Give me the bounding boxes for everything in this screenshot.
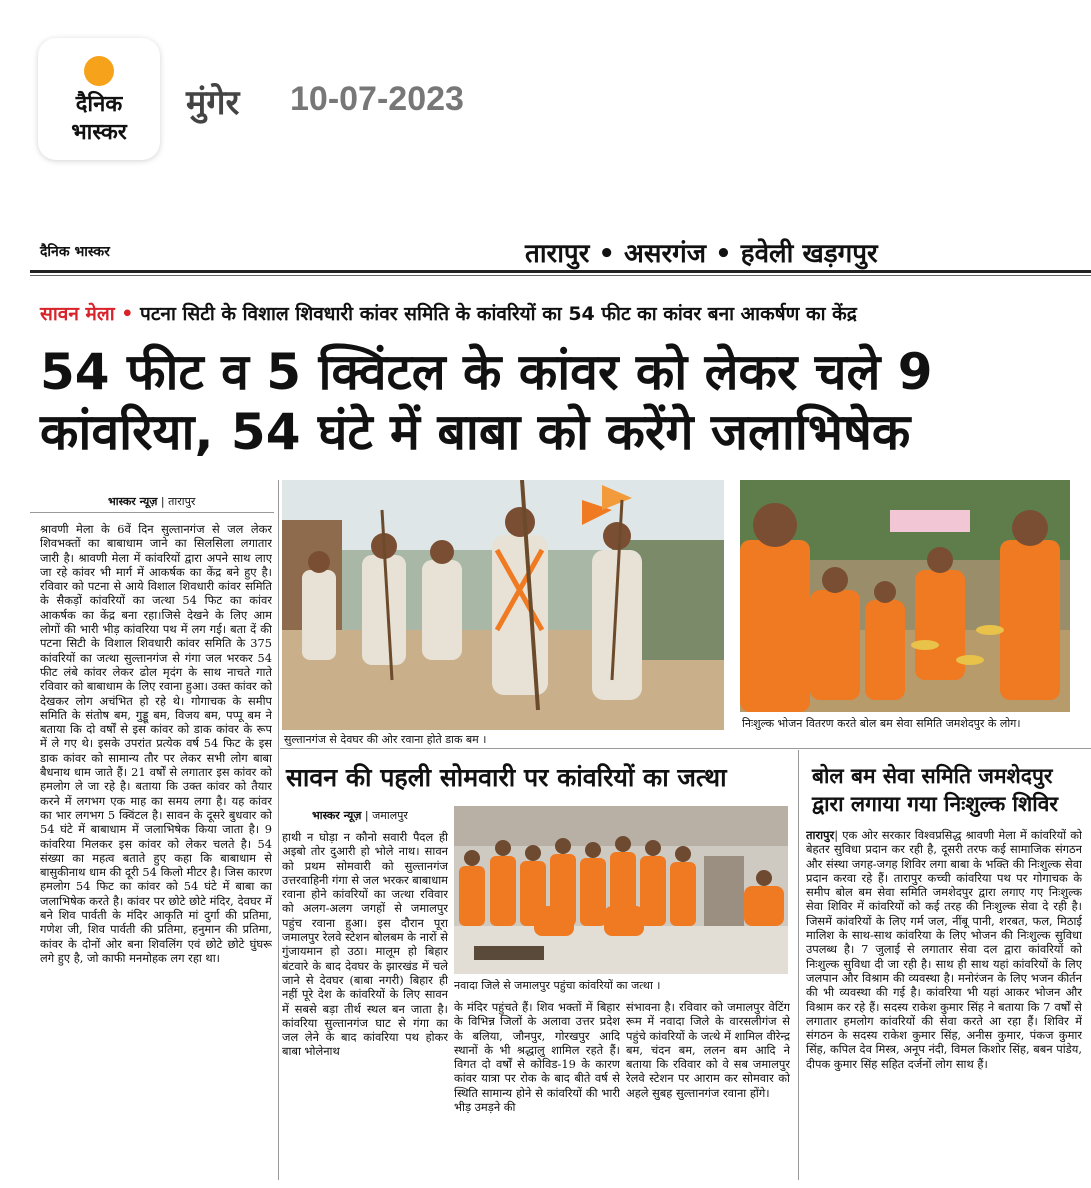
byline-source: भास्कर न्यूज़ <box>108 495 158 508</box>
divider <box>30 270 1091 273</box>
story2-byline: भास्कर न्यूज़ | जमालपुर <box>312 809 408 822</box>
story2-byline-source: भास्कर न्यूज़ <box>312 809 362 822</box>
masthead-left: दैनिक भास्कर <box>40 244 110 260</box>
divider <box>278 480 279 1180</box>
dak-bam-photo <box>282 480 724 730</box>
logo-line1: दैनिक <box>75 92 123 117</box>
story2-col1: हाथी न घोड़ा न कौनो सवारी पैदल ही अइबो तोर दुआरी हो भोले नाथ। सावन को प्रथम सोमवारी को सुल्तानगंज उत्तरवाहिनी गंगा से जल भरकर बाबाधाम रवाना होने कांवरियों का जत्था रविवार को अलग-अलग जगहों से जमालपुर पहुंच रवाना हुआ। इस दौरान पूरा जमालपुर रेलवे स्टेशन बोलबम के नारों से गुंजायमान हो उठा। मालूम हो बिहार बंटवारे के बाद देवघर के झारखंड में चले जाने से देवघर (बाबा नगरी) बिहार ही नहीं पूरे देश के कांवरियों के लिए सावन में सबसे बड़ा तीर्थ स्थल बन जाता है। कांवरिया सुल्तानगंज घाट से गंगा का जल लेने के बाद कांवरिया पथ होकर बाबा भोलेनाथ <box>282 830 448 1059</box>
divider <box>798 750 799 1180</box>
story2-col2: के मंदिर पहुंचते हैं। शिव भक्तों में बिहार के विभिन्न जिलों के अलावा उत्तर प्रदेश के बलिया, जौनपुर, गोरखपुर आदि स्थानों के भी श्रद्धालु शामिल रहते हैं। विगत दो वर्षों से कोविड-19 के कारण कांवर यात्रा पर रोक के बाद बीते वर्ष से स्थिति सामान्य होने से कांवरियों की भारी भीड़ उमड़ने की <box>454 1000 620 1115</box>
main-headline: 54 फीट व 5 क्विंटल के कांवर को लेकर चले 9 कांवरिया, 54 घंटे में बाबा को करेंगे जलाभिषेक <box>40 343 933 461</box>
photo3-caption: नवादा जिले से जमालपुर पहुंचा कांवरियों का जत्था । <box>454 979 661 992</box>
section-title: तारापुर • असरगंज • हवेली खड़गपुर <box>525 239 878 269</box>
divider <box>280 748 1091 749</box>
kicker-tag: सावन मेला • <box>40 303 134 325</box>
photo1-caption: सुल्तानगंज से देवघर की ओर रवाना होते डाक बम । <box>284 733 487 746</box>
sun-icon <box>84 56 114 86</box>
story3-text: एक ओर सरकार विश्वप्रसिद्ध श्रावणी मेला में कांवरियों को बेहतर सुविधा प्रदान कर रही है, दूसरी तरफ कई सामाजिक संगठन और संस्था जगह-जगह शिविर लगा बाबा के भक्ति की निःशुल्क सेवा प्रदान करवा रहे हैं। तारापुर कच्ची कांवरिया पथ पर गोगाचक के समीप बोल बम सेवा समिति जमशेदपुर द्वारा लगाए गए निःशुल्क सेवा शिविर में कांवरियों को कई तरह की निःशुल्क सेवा दे रही है। जिसमें कांवरियों के लिए गर्म जल, नींबू पानी, शरबत, फल, मिठाई मालिश के साथ-साथ कांवरिया के लिए भोजन की निःशुल्क सुविधा उपलब्ध है। 7 जुलाई से लगातार सेवा दल द्वारा कांवरियों को निःशुल्क सुविधा दी जा रही है। साथ ही साथ यहां कांवरियों के लिए जलपान और विश्राम की व्यवस्था है। मनोरंजन के लिए भजन कीर्तन की भी व्यवस्था की गई है। कांवरिया भी यहां आकर भोजन और विश्राम कर रहे हैं। सदस्य राकेश कुमार सिंह ने बताया कि 7 वर्षों से लगातार हमलोग कांवरियों की सेवा करते आ रहा हैं। शिविर में संगठन के सदस्य राकेश कुमार सिंह, अनीस कुमार, पंकज कुमार सिंह, कपिल देव मिस्त्र, अनूप नंदी, विमल किशोर सिंह, बबन पांडेय, दीपक कुमार सिंह सहित दर्जनों लोग साथ हैं। <box>806 828 1082 1071</box>
logo-line2: भास्कर <box>71 120 127 145</box>
story3-headline: बोल बम सेवा समिति जमशेदपुर द्वारा लगाया गया निःशुल्क शिविर <box>812 764 1058 816</box>
main-story-text: श्रावणी मेला के 6वें दिन सुल्तानगंज से जल लेकर शिवभक्तों का बाबाधाम जाने का सिलसिला लगातार जारी है। श्रावणी मेला में कांवरियों द्वारा अपने साथ लाए जा रहे कांवर भी मार्ग में आकर्षक का केंद्र बने हुए है। रविवार को पटना से आये विशाल शिवधारी कांवर समिति के सैकड़ों कांवरियों का जत्था 54 फिट का कांवर आकर्षक का केंद्र बना रहा।जिसे देखने के लिए आम लोगों की भारी भीड़ कांवरिया पथ में लग गई। बता दें की पटना सिटी के विशाल शिवधारी कांवर समिति के 375 कांवरियों का जत्था सुल्तानगंज से गंगा जल भरकर 54 फीट लंबे कांवर लेकर ढोल मृदंग के साथ नाचते गाते रविवार को बाबाधाम के लिए रवाना हुआ। उक्त कांवर को देखकर लोग अचंभित हो रहे थे। गोगाचक के समीप समिति के संतोष बम, गुड्डू बम, विजय बम, पप्पू बम ने बताया कि दो वर्षों से इस कांवर को डाक कांवर के रूप में ले गए थे। इसके उपरांत प्रत्येक वर्ष 54 फिट के इस डाक कांवर को सामान्य तौर पर लेकर सभी लोग बाबा बैधनाथ धाम जाते हैं। 21 वर्षों से लगातार इस कांवर को हमलोग ले जा रहे है। बताया कि उक्त कांवर को तैयार करने में लगभग एक माह का समय लगा है। यह कांवर का भार लगभग 5 क्विंटल है। सावन के दूसरे बुधवार को 54 घंटे में बाबाधाम में जलाभिषेक किया जाता है। 9 कांवरिया मिलकर इस कांवर को लेकर चलते है। 54 संख्या का महत्व बताते हुए कहा कि बाबाधाम से बासुकीनाथ धाम की दूरी 54 किलो मीटर है। जिस कारण हमलोग 54 फिट का कांवर को 54 घंटे में बाबा का जलाभिषेक करते है। कांवर पर छोटे छोटे मंदिर, देवघर में बने शिव पार्वती के मंदिर आकृति मां दुर्गा की प्रतिमा, गणेश जी, शिव पार्वती की प्रतिमा, हनुमान की प्रतिमा, कांवर के दोनों ओर बना शिवलिंग एवं छोटे छोटे घुंघरू लगे हुए है, जो काफी मनमोहक लग रहा था। <box>40 522 272 965</box>
story2-byline-place: जमालपुर <box>372 809 408 822</box>
byline: भास्कर न्यूज़ | तारापुर <box>108 495 196 508</box>
story3-body: तारापुर| एक ओर सरकार विश्वप्रसिद्ध श्रावणी मेला में कांवरियों को बेहतर सुविधा प्रदान कर रही है, दूसरी तरफ कई सामाजिक संगठन और संस्था जगह-जगह शिविर लगा बाबा के भक्ति की निःशुल्क सेवा प्रदान करवा रहे हैं। तारापुर कच्ची कांवरिया पथ पर गोगाचक के समीप बोल बम सेवा समिति जमशेदपुर द्वारा लगाए गए निःशुल्क सेवा शिविर में कांवरियों को कई तरह की निःशुल्क सेवा दे रही है। जिसमें कांवरियों के लिए गर्म जल, नींबू पानी, शरबत, फल, मिठाई मालिश के साथ-साथ कांवरिया के लिए भोजन की निःशुल्क सुविधा उपलब्ध है। 7 जुलाई से लगातार सेवा दल द्वारा कांवरियों को निःशुल्क सुविधा दी जा रही है। साथ ही साथ यहां कांवरियों के लिए जलपान और विश्राम की व्यवस्था है। मनोरंजन के लिए भजन कीर्तन की भी व्यवस्था की गई है। कांवरिया भी यहां आकर भोजन और विश्राम कर रहे हैं। सदस्य राकेश कुमार सिंह ने बताया कि 7 वर्षों से लगातार हमलोग कांवरियों की सेवा करते आ रहा हैं। शिविर में संगठन के सदस्य राकेश कुमार सिंह, अनीस कुमार, पंकज कुमार सिंह, कपिल देव मिस्त्र, अनूप नंदी, विमल किशोर सिंह, बबन पांडेय, दीपक कुमार सिंह सहित दर्जनों लोग साथ हैं। <box>806 828 1082 1071</box>
divider <box>30 512 274 513</box>
dainik-bhaskar-logo[interactable] <box>38 38 160 160</box>
bhojan-photo <box>740 480 1070 712</box>
app-header <box>0 0 1091 200</box>
jamalpur-group-photo <box>454 806 788 974</box>
story3-byline-place: तारापुर <box>806 828 835 842</box>
story2-col3: संभावना है। रविवार को जमालपुर वेटिंग रूम में नवादा जिले के वारसलीगंज से पहुंचे कांवरियों के जत्थे में शामिल वीरेन्द्र बम, चंदन बम, ललन बम आदि ने बताया कि रविवार को वे सब जमालपुर रेलवे स्टेशन पर आराम कर सोमवार को अहले सुबह सुल्तानगंज रवाना होंगे। <box>626 1000 790 1100</box>
byline-place: तारापुर <box>168 495 196 508</box>
bhojan-illustration <box>740 480 1070 712</box>
edition-city: मुंगेर <box>186 83 240 123</box>
kicker-text: पटना सिटी के विशाल शिवधारी कांवर समिति के कांवरियों का 54 फीट का कांवर बना आकर्षण का केंद्र <box>140 303 857 325</box>
newspaper-page <box>30 230 1091 1188</box>
dak-bam-illustration <box>282 480 724 730</box>
photo2-caption: निःशुल्क भोजन वितरण करते बोल बम सेवा समिति जमशेदपुर के लोग। <box>742 717 1021 730</box>
divider <box>30 275 1091 276</box>
story2-headline: सावन की पहली सोमवारी पर कांवरियों का जत्था <box>286 763 727 792</box>
kicker <box>40 300 857 326</box>
edition-date: 10-07-2023 <box>290 80 464 118</box>
jamalpur-group-illustration <box>454 806 788 974</box>
